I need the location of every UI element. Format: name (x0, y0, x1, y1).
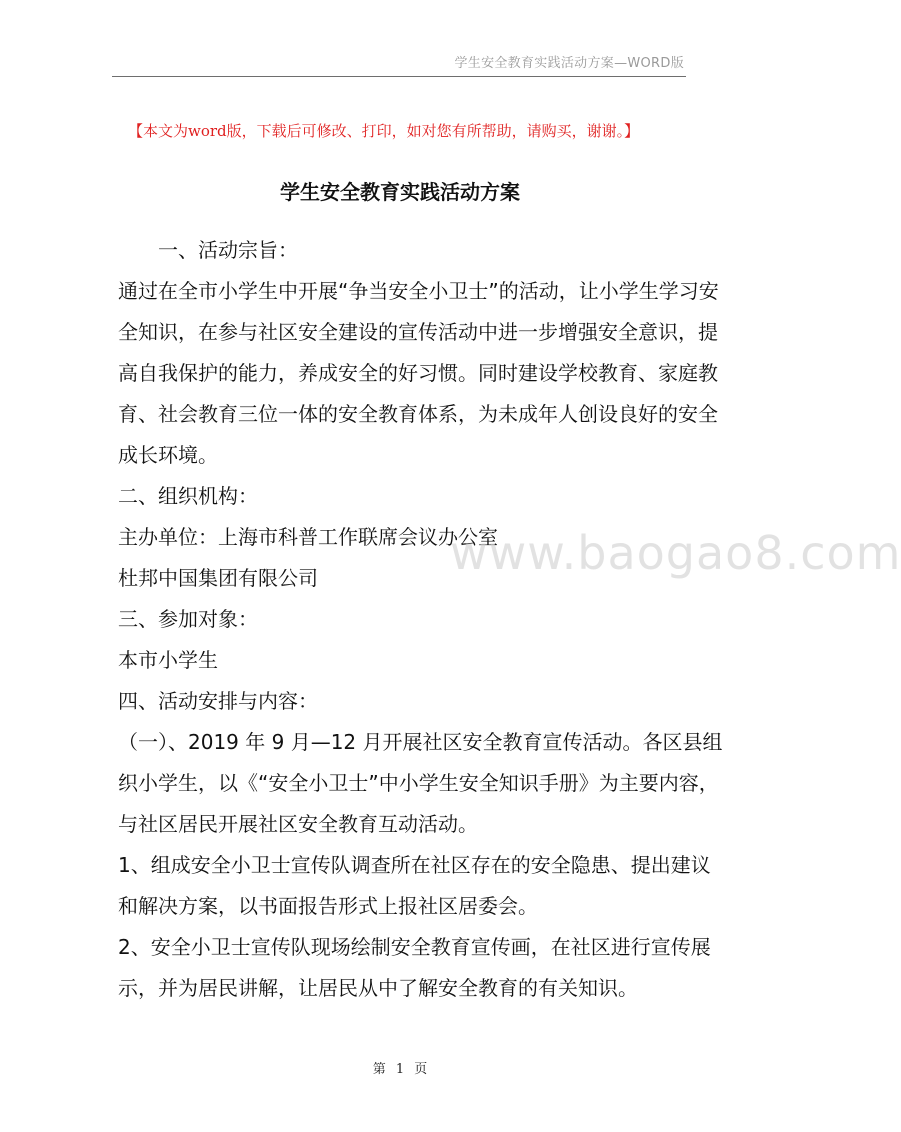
body-line: 杜邦中国集团有限公司 (118, 566, 318, 590)
body-line: 主办单位：上海市科普工作联席会议办公室 (118, 525, 498, 549)
document-body (118, 230, 723, 1009)
running-header: 学生安全教育实践活动方案—WORD版 (454, 56, 684, 71)
section-heading-purpose: 一、活动宗旨： (158, 238, 298, 262)
body-line: 育、社会教育三位一体的安全教育体系，为未成年人创设良好的安全 (118, 402, 718, 426)
document-title: 学生安全教育实践活动方案 (280, 180, 520, 204)
body-line: 高自我保护的能力，养成安全的好习惯。同时建设学校教育、家庭教 (118, 361, 718, 385)
header-divider (112, 76, 686, 77)
body-line: 和解决方案，以书面报告形式上报社区居委会。 (118, 894, 538, 918)
section-heading-participants: 三、参加对象： (118, 607, 258, 631)
page-suffix: 页 (414, 1062, 428, 1077)
page-number: 1 (395, 1062, 405, 1077)
body-line: 通过在全市小学生中开展“争当安全小卫士”的活动，让小学生学习安 (118, 279, 719, 303)
body-line: （一）、2019 年 9 月—12 月开展社区安全教育宣传活动。各区县组 (118, 730, 723, 754)
body-line: 织小学生，以《“安全小卫士”中小学生安全知识手册》为主要内容， (118, 771, 719, 795)
section-heading-arrangement: 四、活动安排与内容： (118, 689, 318, 713)
body-line: 全知识，在参与社区安全建设的宣传活动中进一步增强安全意识，提 (118, 320, 718, 344)
page-footer (0, 1058, 800, 1077)
section-heading-organization: 二、组织机构： (118, 484, 258, 508)
body-line: 与社区居民开展社区安全教育互动活动。 (118, 812, 478, 836)
body-line: 示，并为居民讲解，让居民从中了解安全教育的有关知识。 (118, 976, 638, 1000)
purchase-notice: 【本文为word版，下载后可修改、打印，如对您有所帮助，请购买，谢谢。】 (128, 122, 640, 140)
page-prefix: 第 (372, 1062, 386, 1077)
watermark: www.baogao8.com (450, 526, 901, 580)
body-line: 1、组成安全小卫士宣传队调查所在社区存在的安全隐患、提出建议 (118, 853, 711, 877)
body-line: 成长环境。 (118, 443, 218, 467)
body-line: 本市小学生 (118, 648, 218, 672)
body-line: 2、安全小卫士宣传队现场绘制安全教育宣传画，在社区进行宣传展 (118, 935, 711, 959)
